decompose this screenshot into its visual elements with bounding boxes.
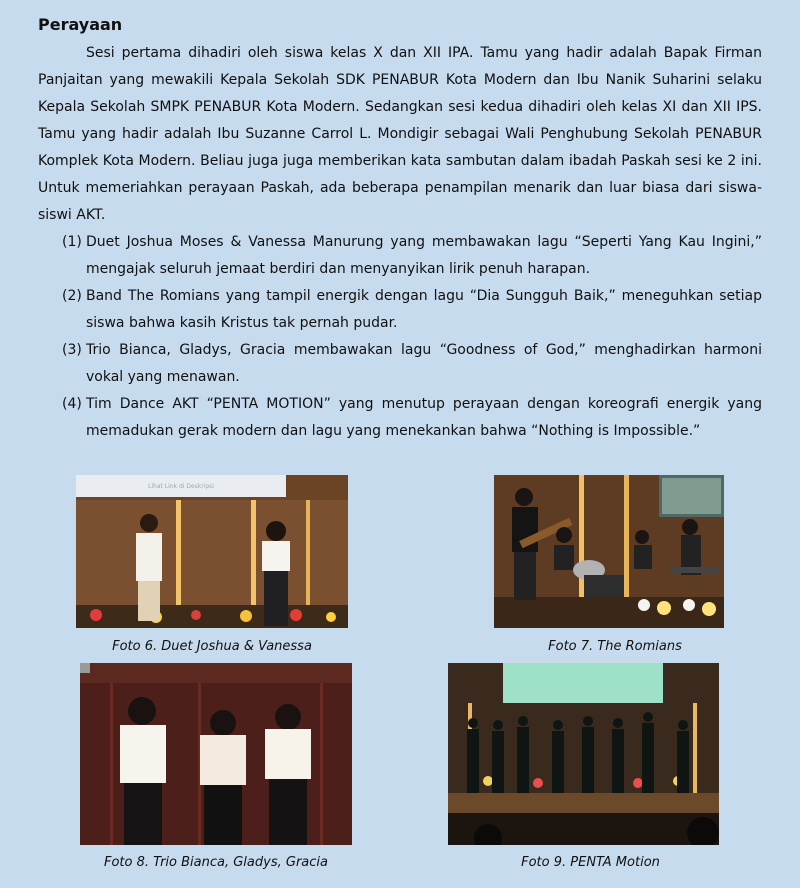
caption-photo-9: Foto 9. PENTA Motion [521,855,660,870]
caption-photo-8: Foto 8. Trio Bianca, Gladys, Gracia [104,855,328,870]
list-item: (1) Duet Joshua Moses & Vanessa Manurung yang membawakan lagu “Seperti Yang Kau Ingini,” mengajak seluruh jemaat berdiri dan menyanyikan lirik penuh harapan. [62,234,762,277]
caption-photo-7: Foto 7. The Romians [548,639,682,654]
list-item: (2) Band The Romians yang tampil energik dengan lagu “Dia Sungguh Baik,” meneguhkan setiap siswa bahwa kasih Kristus tak pernah pudar. [62,288,762,331]
photo-dance [448,663,719,845]
caption-photo-6: Foto 6. Duet Joshua & Vanessa [112,639,312,654]
photo-trio [80,663,352,845]
performance-list [38,229,762,445]
intro-paragraph: Sesi pertama dihadiri oleh siswa kelas X dan XII IPA. Tamu yang hadir adalah Bapak Firman Panjaitan yang mewakili Kepala Sekolah SDK PENABUR Kota Modern dan Ibu Nanik Suharini selaku Kepala Sekolah SMPK PENABUR Kota Modern. Sedangkan sesi kedua dihadiri oleh kelas XI dan XII IPS. Tamu yang hadir adalah Ibu Suzanne Carrol L. Mondigir sebagai Wali Penghubung Sekolah PENABUR Komplek Kota Modern. Beliau juga juga memberikan kata sambutan dalam ibadah Paskah sesi ke 2 ini. Untuk memeriahkan perayaan Paskah, ada beberapa penampilan menarik dan luar biasa dari siswa-siswi AKT. [38,45,762,223]
screen-banner: Lihat Link di Deskripsi [76,475,286,497]
section-heading: Perayaan [38,15,123,34]
article-body [38,40,762,445]
photo-duet [76,475,348,628]
list-item: (4) Tim Dance AKT “PENTA MOTION” yang menutup perayaan dengan koreografi energik yang memadukan gerak modern dan lagu yang menekankan bahwa “Nothing is Impossible.” [62,396,762,439]
list-item: (3) Trio Bianca, Gladys, Gracia membawakan lagu “Goodness of God,” menghadirkan harmoni vokal yang menawan. [62,342,762,385]
photo-band [494,475,724,628]
